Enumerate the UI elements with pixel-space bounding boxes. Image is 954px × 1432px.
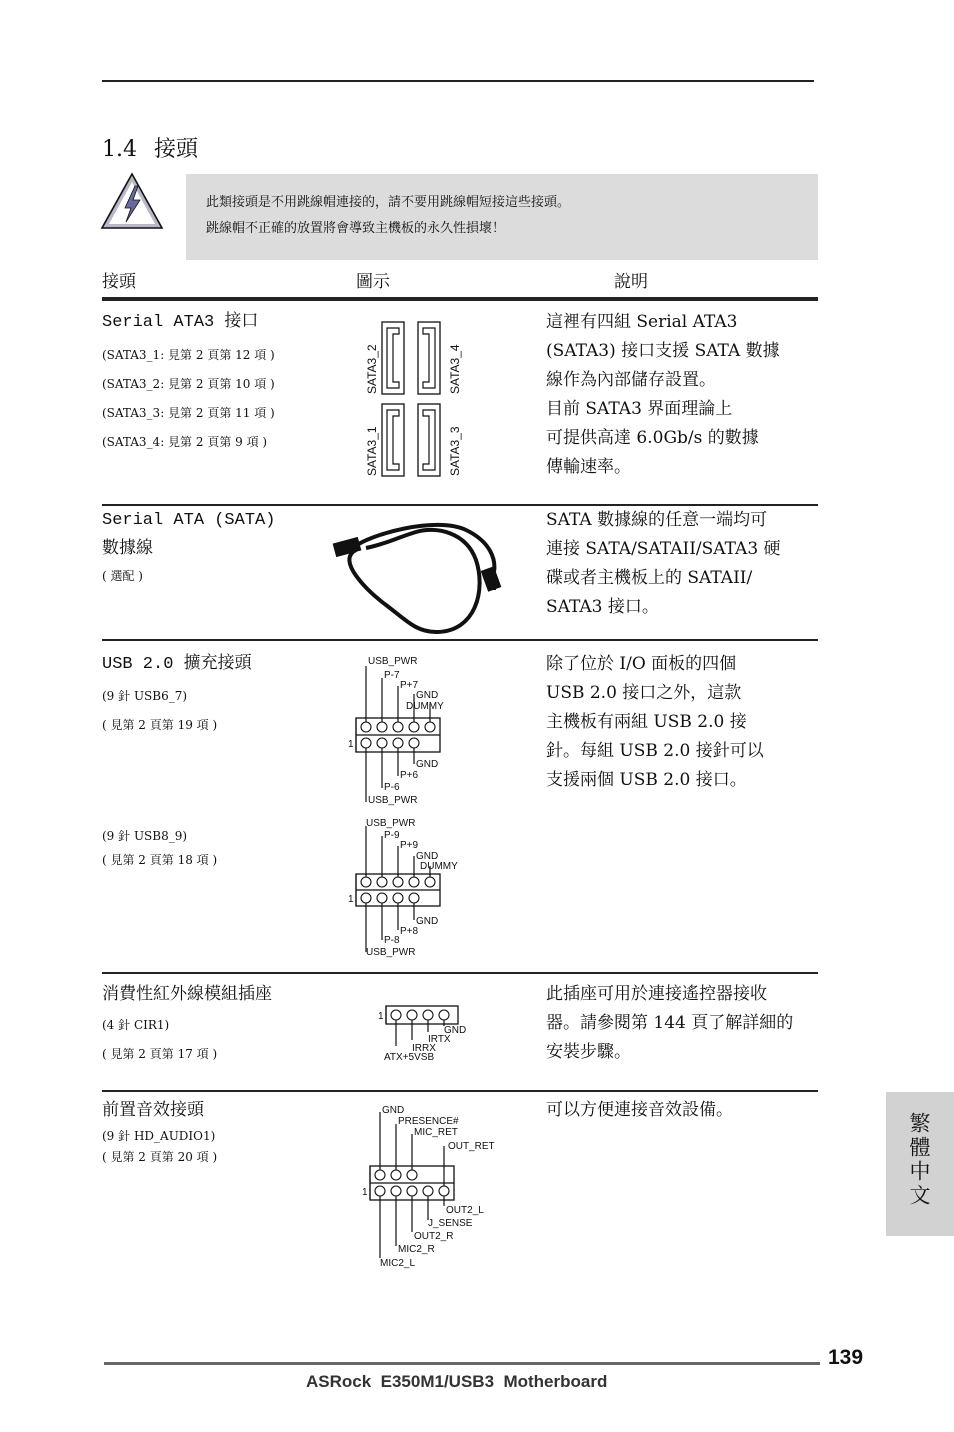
sata3-3-port	[418, 404, 440, 476]
pin-usb-pwr-top-b: USB_PWR	[366, 818, 416, 829]
label-sata3-3: SATA3_3	[448, 426, 462, 476]
cir-desc-2: 器。請參閱第 144 頁了解詳細的	[546, 1013, 794, 1033]
sata3-title: Serial ATA3 接口	[102, 313, 259, 332]
row-divider-3	[102, 972, 818, 974]
usb-sub-b-2: ( 見第 2 頁第 18 項 )	[102, 853, 218, 867]
warning-line-2: 跳線帽不正確的放置將會導致主機板的永久性損壞！	[206, 221, 506, 236]
audio-title: 前置音效接頭	[102, 1100, 204, 1120]
sata3-sub-2: (SATA3_2: 見第 2 頁第 10 項 )	[102, 377, 275, 391]
label-sata3-1: SATA3_1	[365, 426, 379, 476]
footer-rule	[104, 1362, 820, 1365]
warning-box	[186, 174, 818, 260]
pin-j-sense: J_SENSE	[428, 1218, 473, 1229]
pin-p-minus-8: P-8	[384, 935, 400, 946]
warning-line-1: 此類接頭是不用跳線帽連接的，請不要用跳線帽短接這些接頭。	[206, 195, 571, 210]
audio-sub-2: ( 見第 2 頁第 20 項 )	[102, 1150, 218, 1164]
usb-sub-a-2: ( 見第 2 頁第 19 項 )	[102, 718, 218, 732]
page-number: 139	[828, 1346, 864, 1369]
pin-mic2-l: MIC2_L	[380, 1258, 416, 1269]
sata-cable-desc-4: SATA3 接口。	[546, 597, 659, 617]
sata-cable-title-1: Serial ATA (SATA)	[102, 511, 276, 530]
pin-gnd-bottom-a: GND	[416, 759, 439, 770]
label-sata3-4: SATA3_4	[448, 344, 462, 394]
pin-gnd-audio: GND	[382, 1105, 405, 1116]
pin-one-a: 1	[348, 739, 354, 750]
pin-dummy-b: DUMMY	[420, 861, 458, 872]
sata-cable-description	[546, 506, 781, 622]
pin-usb-pwr-bottom-a: USB_PWR	[368, 795, 418, 806]
sata3-diagram	[356, 318, 466, 480]
usb-desc-2: USB 2.0 接口之外，這款	[546, 683, 742, 703]
pin-p-plus-9: P+9	[400, 840, 419, 851]
usb-description	[546, 650, 764, 795]
pin-mic2-r: MIC2_R	[398, 1244, 435, 1255]
pin-gnd-cir: GND	[444, 1025, 467, 1036]
pin-atx-5vsb: ATX+5VSB	[384, 1052, 435, 1063]
pin-gnd-top-a: GND	[416, 690, 439, 701]
cir-title: 消費性紅外線模組插座	[102, 984, 272, 1004]
pin-gnd-bottom-b: GND	[416, 916, 439, 927]
sata3-desc-3: 線作為內部儲存設置。	[546, 370, 716, 390]
language-side-tab	[886, 1092, 954, 1236]
pin-usb-pwr-bottom-b: USB_PWR	[366, 947, 416, 958]
usb-desc-3: 主機板有兩組 USB 2.0 接	[546, 712, 747, 732]
cir-sub-1: (4 針 CIR1)	[102, 1018, 170, 1032]
pin-gnd-top-b: GND	[416, 851, 439, 862]
header-rule	[102, 297, 818, 301]
pin-irtx: IRTX	[428, 1034, 451, 1045]
pin-p-plus-6: P+6	[400, 770, 419, 781]
pin-p-minus-7: P-7	[384, 670, 400, 681]
usb-title: USB 2.0 擴充接頭	[102, 655, 252, 674]
cir-sub	[102, 1011, 217, 1069]
audio-sub	[102, 1126, 217, 1168]
cir-desc-3: 安裝步驟。	[546, 1042, 631, 1062]
usb6-7-header-diagram	[344, 652, 484, 808]
section-title-text: 接頭	[154, 137, 199, 162]
pin-p-plus-7: P+7	[400, 680, 419, 691]
audio-description: 可以方便連接音效設備。	[546, 1100, 733, 1120]
sata-cable-title	[102, 506, 275, 564]
cir-header-diagram	[374, 1000, 480, 1066]
sata3-desc-6: 傳輸速率。	[546, 457, 631, 477]
language-side-tab-label: 繁體中文	[907, 1112, 931, 1208]
pin-one-audio: 1	[362, 1187, 368, 1198]
pin-p-minus-6: P-6	[384, 782, 400, 793]
usb-sub-a-1: (9 針 USB6_7)	[102, 689, 188, 703]
sata3-desc-4: 目前 SATA3 界面理論上	[546, 399, 733, 419]
top-rule	[102, 80, 814, 82]
row-divider-4	[102, 1090, 818, 1092]
sata3-sub-4: (SATA3_4: 見第 2 頁第 9 項 )	[102, 435, 268, 449]
pin-usb-pwr-top-a: USB_PWR	[368, 656, 418, 667]
usb8-9-header-diagram	[344, 816, 484, 960]
pin-one-b: 1	[348, 894, 354, 905]
sata-cable-desc-1: SATA 數據線的任意一端均可	[546, 510, 768, 530]
cir-sub-2: ( 見第 2 頁第 17 項 )	[102, 1047, 218, 1061]
usb-desc-4: 針。每組 USB 2.0 接針可以	[546, 741, 764, 761]
section-title	[102, 132, 198, 163]
sata3-2-port	[382, 322, 404, 394]
usb-sub-b-1: (9 針 USB8_9)	[102, 829, 188, 843]
usb-sub-a	[102, 682, 217, 740]
usb-desc-5: 支援兩個 USB 2.0 接口。	[546, 770, 747, 790]
pin-irrx: IRRX	[412, 1043, 436, 1054]
sata3-sub-3: (SATA3_3: 見第 2 頁第 11 項 )	[102, 406, 275, 420]
pin-out2-r: OUT2_R	[414, 1231, 454, 1242]
header-description: 說明	[614, 272, 648, 292]
usb-desc-1: 除了位於 I/O 面板的四個	[546, 654, 737, 674]
header-diagram: 圖示	[356, 272, 390, 292]
hd-audio-header-diagram	[358, 1102, 498, 1272]
sata-cable-desc-3: 碟或者主機板上的 SATAII/	[546, 568, 753, 588]
header-connector: 接頭	[102, 272, 136, 292]
cir-desc-1: 此插座可用於連接遙控器接收	[546, 984, 767, 1004]
cir-description	[546, 980, 793, 1067]
row-divider-2	[102, 639, 818, 641]
audio-sub-1: (9 針 HD_AUDIO1)	[102, 1129, 216, 1143]
sata-cable-title-2: 數據線	[102, 540, 153, 559]
sata-cable-image	[326, 520, 522, 640]
sata-cable-desc-2: 連接 SATA/SATAII/SATA3 硬	[546, 539, 781, 559]
sata-cable-sub: ( 選配 )	[102, 569, 143, 583]
sata3-sub-1: (SATA3_1: 見第 2 頁第 12 項 )	[102, 348, 275, 362]
warning-icon	[100, 172, 164, 232]
sata3-1-port	[382, 404, 404, 476]
pin-out2-l: OUT2_L	[446, 1205, 484, 1216]
sata3-4-port	[418, 322, 440, 394]
pin-one-cir: 1	[378, 1011, 384, 1022]
sata3-description	[546, 308, 780, 482]
pin-mic-ret: MIC_RET	[414, 1127, 458, 1138]
footer-model: ASRock E350M1/USB3 Motherboard	[306, 1372, 608, 1391]
label-sata3-2: SATA3_2	[365, 344, 379, 394]
sata3-desc-1: 這裡有四組 Serial ATA3	[546, 312, 738, 332]
pin-p-minus-9: P-9	[384, 830, 400, 841]
pin-presence: PRESENCE#	[398, 1116, 459, 1127]
pin-out-ret: OUT_RET	[448, 1141, 495, 1152]
pin-dummy-a: DUMMY	[406, 701, 444, 712]
sata3-sub-list	[102, 341, 275, 457]
usb-sub-b	[102, 824, 217, 872]
section-number: 1.4	[102, 137, 137, 162]
sata3-desc-5: 可提供高達 6.0Gb/s 的數據	[546, 428, 759, 448]
pin-p-plus-8: P+8	[400, 926, 419, 937]
sata3-desc-2: (SATA3) 接口支援 SATA 數據	[546, 341, 780, 361]
